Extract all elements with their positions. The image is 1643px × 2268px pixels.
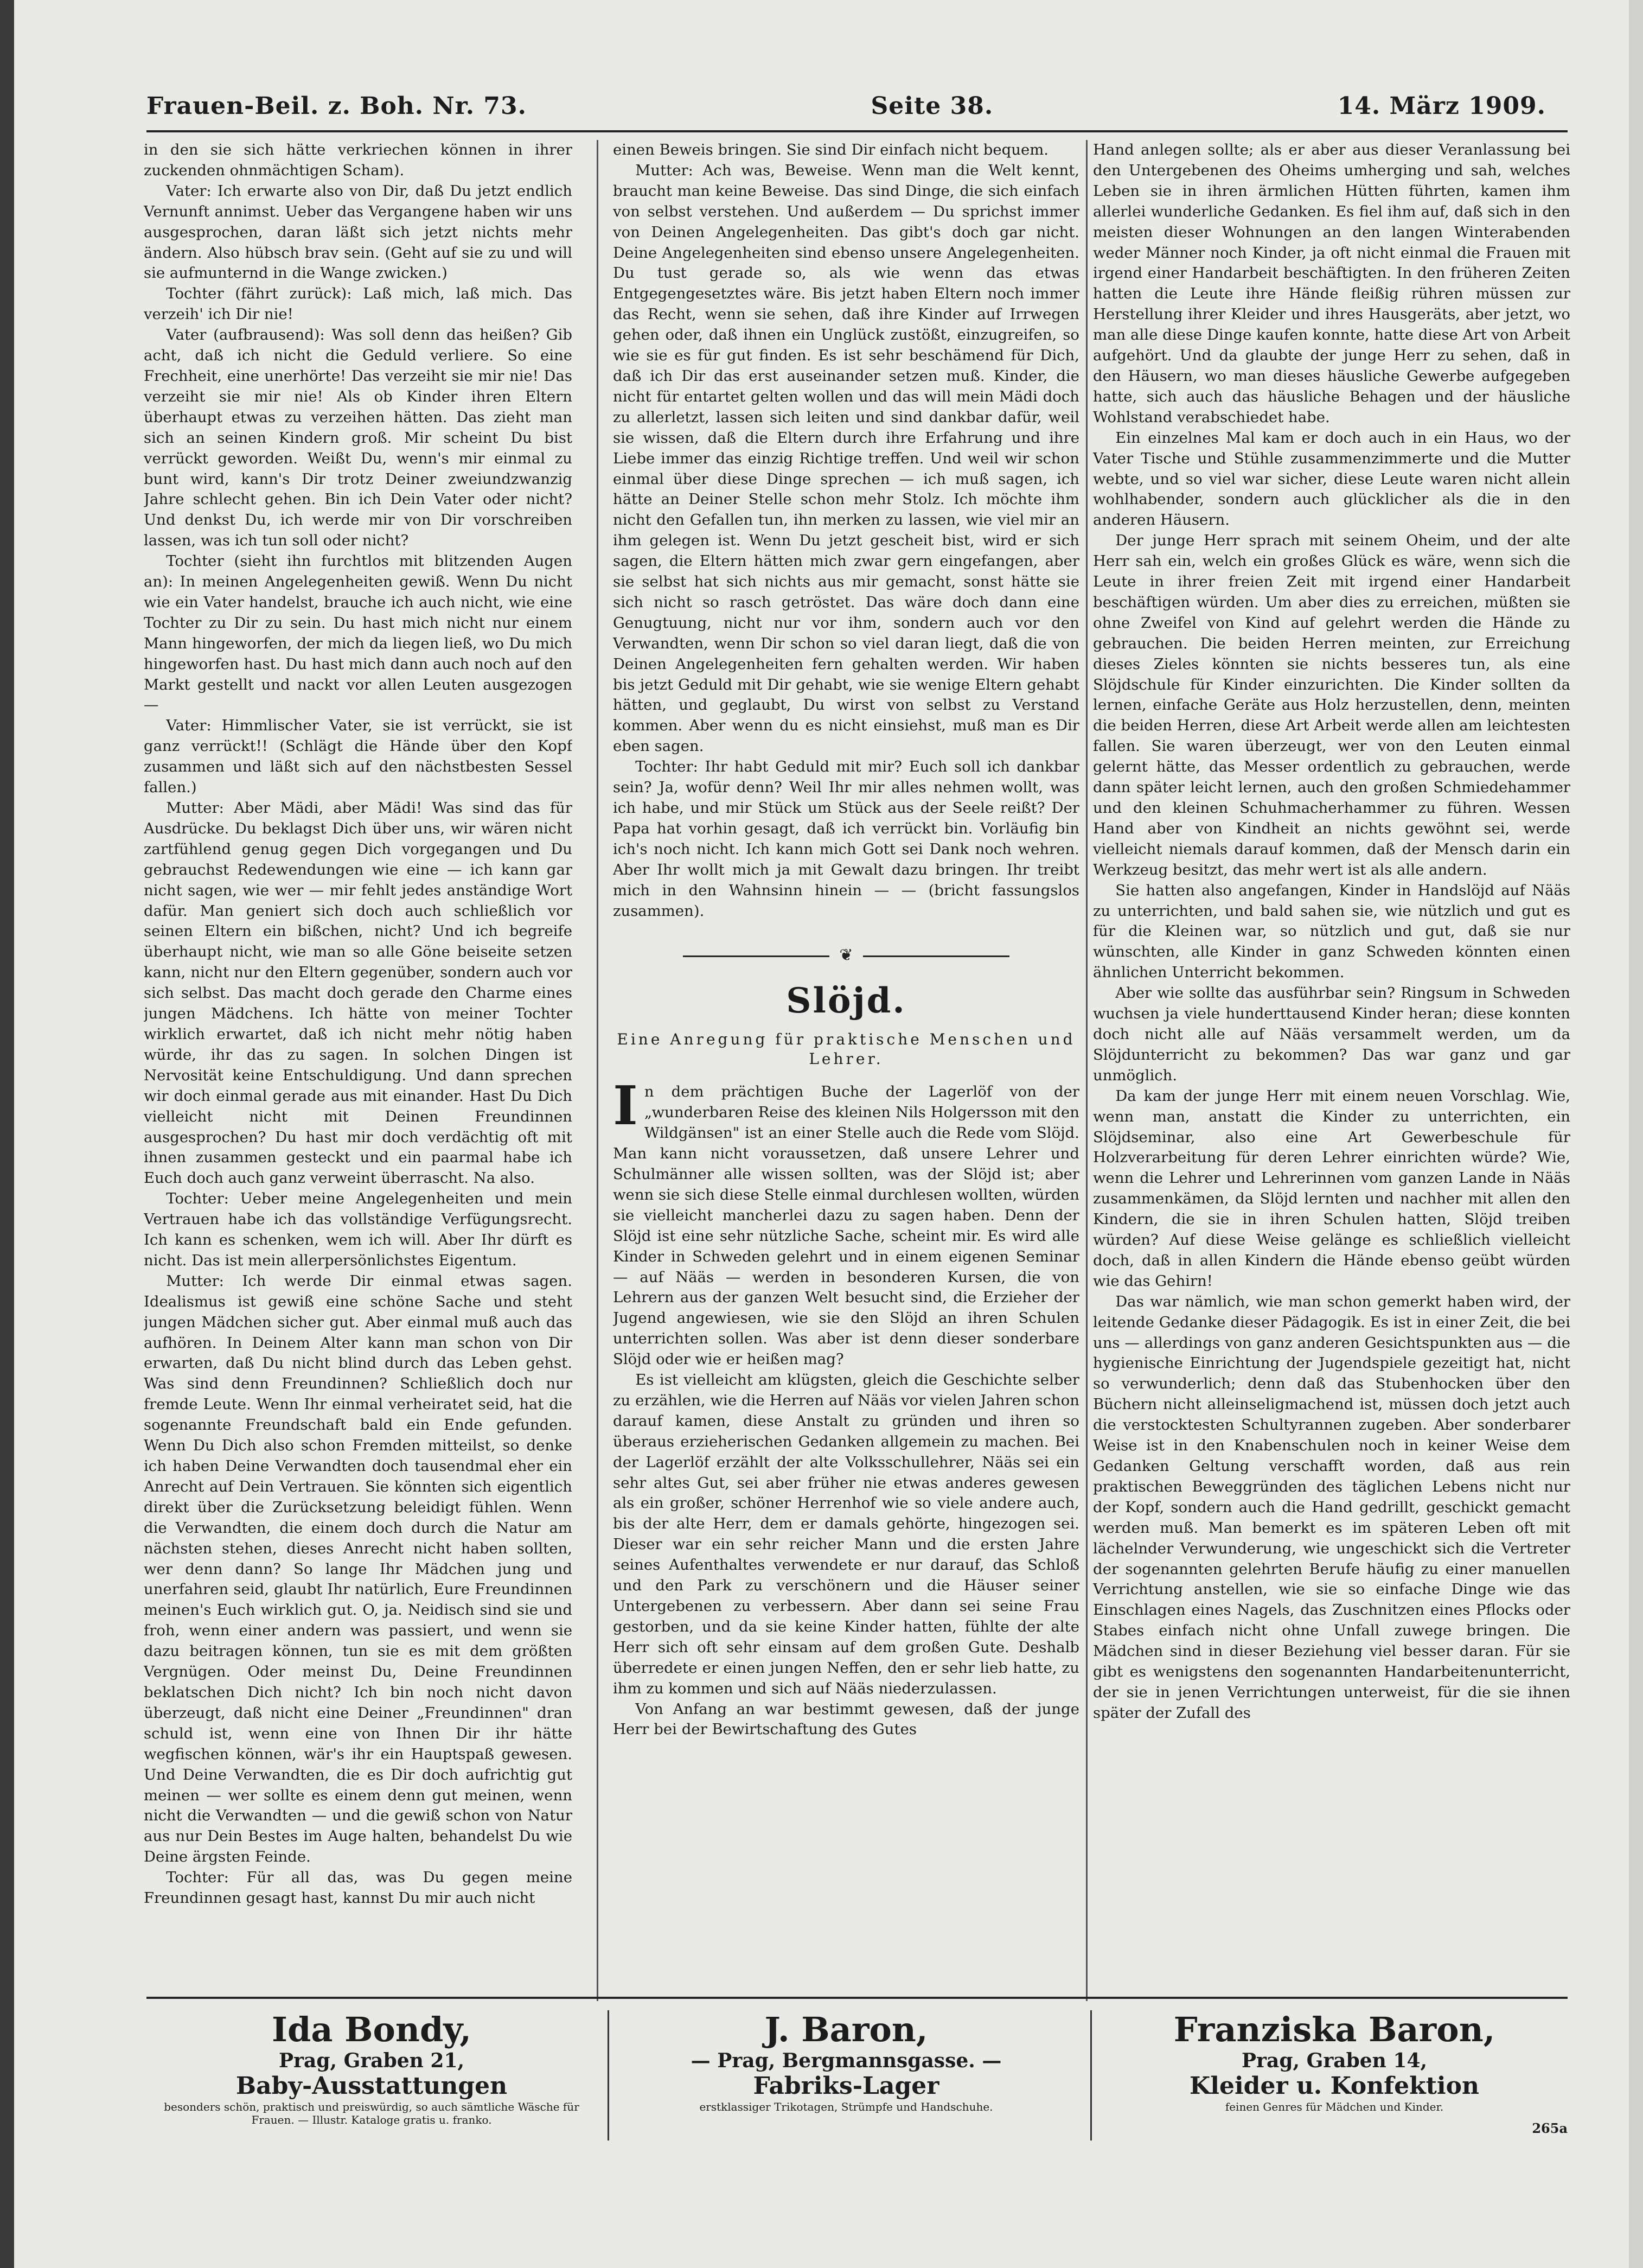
advertisement-strip bbox=[146, 2010, 1568, 2140]
paragraph: Tochter: Ueber meine Angelegenheiten und mein Vertrauen habe ich das vollständige Verfügungsrecht. Ich kann es schenken, wem ich will. Aber Ihr dürft es nicht. Das ist mein allerpersönlichstes Eigentum. bbox=[144, 1190, 572, 1269]
paragraph: Mutter: Ich werde Dir einmal etwas sagen. Idealismus ist gewiß eine schöne Sache und steht jungen Mädchen sicher gut. Aber einmal muß auch das aufhören. In Deinem Alter kann man schon von Dir erwarten, daß Du nicht blind durch das Leben gehst. Was sind denn Freundinnen? Schließlich doch nur fremde Leute. Wenn Ihr einmal verheiratet seid, hat die sogenannte Freundschaft bald ein Ende gefunden. Wenn Du Dich also schon Fremden mitteilst, so denke ich haben Deine Verwandten doch tausendmal eher ein Anrecht auf Dein Vertrauen. Sie könnten sich eigentlich direkt über die Zurücksetzung beleidigt fühlen. Wenn die Verwandten, die einem doch durch die Natur am nächsten stehen, dieses Anrecht nicht haben sollten, wer denn dann? So lange Ihr Mädchen jung und unerfahren seid, glaubt Ihr natürlich, Eure Freundinnen meinen's Euch wirklich gut. O, ja. Neidisch sind sie und froh, wenn einer andern was passiert, und wenn sie dazu beitragen können, tun sie es mit dem größten Vergnügen. Oder meinst Du, Deine Freundinnen beklatschen Dich nicht? Ich bin noch nicht davon überzeugt, daß nicht eine Deiner „Freundinnen" dran schuld ist, wenn eine von Ihnen Dir ihr hätte wegfischen können, wär's ihr ein Hauptspaß gewesen. Und Deine Verwandten, die es Dir doch aufrichtig gut meinen — wer sollte es einem denn gut meinen, wenn nicht die Verwandten — und die gewiß schon von Natur aus nur Dein Bestes im Auge halten, behandelst Du wie Deine ärgsten Feinde. bbox=[144, 1272, 572, 1866]
drop-cap: I bbox=[613, 1075, 638, 1138]
column-divider bbox=[1086, 140, 1088, 2001]
fleuron-icon: ❦ bbox=[839, 946, 853, 965]
advert-address: — Prag, Bergmannsgasse. — bbox=[691, 2049, 1002, 2072]
article-title: Slöjd. bbox=[786, 980, 906, 1022]
advert-j-baron bbox=[618, 2010, 1074, 2140]
header-rule bbox=[146, 130, 1568, 132]
paragraph: Vater: Himmlischer Vater, sie ist verrückt, sie ist ganz verrückt!! (Schlägt die Hände über den Kopf zusammen und läßt sich auf den nächstbesten Sessel fallen.) bbox=[144, 717, 572, 797]
advert-address: Prag, Graben 21, bbox=[278, 2049, 465, 2072]
paragraph: Da kam der junge Herr mit einem neuen Vorschlag. Wie, wenn man, anstatt die Kinder zu unterrichten, ein Slöjdseminar, also eine Art Gewerbeschule für Holzverarbeitung für deren Lehrer einrichten würde? Wie, wenn die Lehrer und Lehrerinnen vom ganzen Lande in Nääs zusammenkämen, da Slöjd lernten und nachher mit allen den Kindern, die sie in ihren Schulen hatten, Slöjd treiben würden? Auf diese Weise gelänge es schließlich vielleicht doch, daß in allen Kindern die Hände ebenso geübt würden wie das Gehirn! bbox=[1093, 1087, 1570, 1290]
advert-ida-bondy bbox=[146, 2010, 597, 2140]
page-header bbox=[146, 87, 1546, 125]
header-date: 14. März 1909. bbox=[1337, 92, 1546, 120]
advert-name: Franziska Baron, bbox=[1173, 2010, 1495, 2049]
paragraph: Tochter: Ihr habt Geduld mit mir? Euch soll ich dankbar sein? Ja, wofür denn? Weil Ihr mir alles nehmen wollt, was ich habe, und mir Stück um Stück aus der Seele reißt? Der Papa hat vorhin gesagt, daß ich verrückt bin. Vorläufig bin ich's noch nicht. Ich kann mich Gott sei Dank noch wehren. Aber Ihr wollt mich ja mit Gewalt dazu bringen. Ihr treibt mich in den Wahnsinn hinein — — (bricht fassungslos zusammen). bbox=[613, 758, 1079, 920]
paragraph: Hand anlegen sollte; als er aber aus dieser Veranlassung bei den Untergebenen des Oheims umherging und sah, welches Leben sie in ihren ärmlichen Hütten führten, kamen ihm allerlei wunderliche Gedanken. Es fiel ihm auf, daß sich in den meisten dieser Wohnungen an den langen Winterabenden weder Männer noch Kinder, ja oft nicht einmal die Frauen mit irgend einer Handarbeit beschäftigten. In den früheren Zeiten hatten die Leute ihre Hände fleißig rühren müssen zur Herstellung ihrer Kleider und ihres Hausgeräts, aber jetzt, wo man alle diese Dinge kaufen konnte, hatte diese Art von Arbeit aufgehört. Und da glaubte der junge Herr zu sehen, daß in den Häusern, wo man dieses häusliche Gewerbe aufgegeben hatte, sich auch das häusliche Behagen und der häusliche Wohlstand verabschiedet habe. bbox=[1093, 141, 1570, 426]
article-lead-paragraph bbox=[613, 1075, 1079, 1370]
advert-divider bbox=[1090, 2010, 1092, 2140]
ornament-line-right bbox=[863, 955, 1009, 957]
advert-code: 265a bbox=[1532, 2120, 1568, 2136]
column-1 bbox=[144, 140, 572, 1985]
paragraph: Mutter: Ach was, Beweise. Wenn man die Welt kennt, braucht man keine Beweise. Das sind Dinge, die sich einfach von selbst verstehen. Und außerdem — Du sprichst immer von Deinen Angelegenheiten. Das gibt's doch gar nicht. Deine Angelegenheiten sind ebenso unsere Angelegenheiten. Du tust gerade so, als wie wenn das etwas Entgegengesetztes wäre. Bis jetzt haben Eltern noch immer das Recht, wenn sie sehen, daß ihre Kinder auf Irrwegen gehen oder, daß ihnen ein Unglück zustößt, einzugreifen, so wie sie es für gut finden. Es ist sehr beschämend für Dich, daß ich Dir das erst auseinander setzen muß. Kinder, die nicht für entartet gelten wollen und das will mein Mädi doch zu allerletzt, lassen sich leiten und sind dankbar dafür, weil sie wissen, daß die Eltern durch ihre Erfahrung und ihre Liebe immer das einzig Richtige treffen. Und weil wir schon einmal über diese Dinge sprechen — ich muß sagen, ich hätte an Deiner Stelle schon mehr Stolz. Ich möchte ihm nicht den Gefallen tun, ihn merken zu lassen, wie viel mir an ihm gelegen ist. Wenn Du jetzt gescheit bist, wird er sich sagen, die Eltern hätten mich zwar gern eingefangen, aber sie selbst hat sich nichts aus mir gemacht, sonst hätte sie sich nicht so rasch getröstet. Das wäre doch dann eine Genugtuung, nicht nur vor ihm, sondern auch vor den Verwandten, wenn Dir schon so viel daran liegt, daß die von Deinen Angelegenheiten fern gehalten werden. Wir haben bis jetzt Geduld mit Dir gehabt, wie sie wenige Eltern gehabt hätten, und geglaubt, Du wirst von selbst zu Verstand kommen. Aber wenn du es nicht einsiehst, muß man es Dir eben sagen. bbox=[613, 161, 1079, 755]
paragraph: Sie hatten also angefangen, Kinder in Handslöjd auf Nääs zu unterrichten, und bald sahen sie, wie nützlich und gut es für die Kleinen war, so nützlich und gut, daß sie nur wünschten, alle Kinder in ganz Schweden könnten einen ähnlichen Unterricht bekommen. bbox=[1093, 881, 1570, 982]
lead-text: n dem prächtigen Buche der Lagerlöf von der „wunderbaren Reise des kleinen Nils Holgersson mit den Wildgänsen" ist an einer Stelle auch die Rede vom Slöjd. Man kann nicht voraussetzen, daß unsere Lehrer und Schulmänner alle wissen sollten, was der Slöjd ist; aber wenn sie sich diese Stelle einmal durchlesen wollten, würden sie vielleicht mancherlei dazu zu sagen haben. Denn der Slöjd ist eine sehr nützliche Sache, scheint mir. Es wird alle Kinder in Schweden gelehrt und in einem eigenen Seminar — auf Nääs — werden in besonderen Kursen, die von Lehrern aus der ganzen Welt besucht sind, die Erzieher der Jugend angewiesen, wie sie den Slöjd an ihren Schulen unterrichten sollen. Was aber ist denn dieser sonderbare Slöjd oder wie er heißen mag? bbox=[613, 1083, 1079, 1368]
header-page-number: Seite 38. bbox=[871, 92, 994, 120]
paragraph: Vater: Ich erwarte also von Dir, daß Du jetzt endlich Vernunft annimst. Ueber das Vergangene haben wir uns ausgesprochen, daran läßt sich jetzt nichts mehr ändern. Also hübsch brav sein. (Geht auf sie zu und will sie aufmunternd in die Wange zwicken.) bbox=[144, 182, 572, 282]
advert-name: Ida Bondy, bbox=[272, 2010, 471, 2049]
paragraph: Von Anfang an war bestimmt gewesen, daß der junge Herr bei der Bewirtschaftung des Gutes bbox=[613, 1700, 1079, 1738]
paragraph: in den sie sich hätte verkriechen können in ihrer zuckenden ohnmächtigen Scham). bbox=[144, 141, 572, 179]
advert-divider bbox=[608, 2010, 609, 2140]
advert-franziska-baron bbox=[1101, 2010, 1568, 2140]
paragraph: Tochter: Für all das, was Du gegen meine Freundinnen gesagt hast, kannst Du mir auch nicht bbox=[144, 1869, 572, 1907]
column-3 bbox=[1093, 140, 1570, 1985]
advert-address: Prag, Graben 14, bbox=[1241, 2049, 1428, 2072]
section-ornament bbox=[613, 945, 1079, 966]
advert-product: Kleider u. Konfektion bbox=[1190, 2072, 1479, 2100]
article-subtitle: Eine Anregung für praktische Menschen und Lehrer. bbox=[617, 1030, 1076, 1068]
paragraph: Tochter (fährt zurück): Laß mich, laß mich. Das verzeih' ich Dir nie! bbox=[144, 285, 572, 323]
advert-details: feinen Genres für Mädchen und Kinder. bbox=[1225, 2100, 1444, 2113]
paragraph: Ein einzelnes Mal kam er doch auch in ein Haus, wo der Vater Tische und Stühle zusammenzimmerte und die Mutter webte, und so viel war sicher, diese Leute waren nicht allein wohlhabender, sondern auch glücklicher als die in den anderen Häusern. bbox=[1093, 429, 1570, 529]
ornament-line-left bbox=[683, 955, 829, 957]
scan-border-left bbox=[0, 0, 14, 2268]
paragraph: Tochter (sieht ihn furchtlos mit blitzenden Augen an): In meinen Angelegenheiten gewiß. Wenn Du nicht wie ein Vater handelst, brauche ich auch nicht, wie eine Tochter zu Dir zu sein. Du hast mich nicht nur einem Mann hingeworfen, der mich da liegen ließ, wo Du mich hingeworfen hast. Du hast mich dann auch noch auf den Markt gestellt und nackt vor allen Leuten ausgezogen — bbox=[144, 552, 572, 714]
paragraph: Es ist vielleicht am klügsten, gleich die Geschichte selber zu erzählen, wie die Herren auf Nääs vor vielen Jahren schon darauf kamen, diese Anstalt zu gründen und ihren so überaus erzieherischen Gedanken allgemein zu machen. Bei der Lagerlöf erzählt der alte Volksschullehrer, Nääs sei ein sehr altes Gut, sei aber früher nie etwas anderes gewesen als ein großer, schöner Herrenhof wie so viele andere auch, bis der alte Herr, dem er damals gehörte, hingezogen sei. Dieser war ein sehr reicher Mann und die ersten Jahre seines Aufenthaltes verwendete er nur darauf, das Schloß und den Park zu verschönern und die Häuser seiner Untergebenen zu verbessern. Aber dann sei seine Frau gestorben, und da sie keine Kinder hatten, fühlte der alte Herr sich oft sehr einsam auf dem großen Gute. Deshalb überredete er einen jungen Neffen, den er sehr lieb hatte, zu ihm zu kommen und sich auf Nääs niederzulassen. bbox=[613, 1371, 1079, 1697]
scan-border-right bbox=[1629, 0, 1643, 2268]
paragraph: Das war nämlich, wie man schon gemerkt haben wird, der leitende Gedanke dieser Pädagogik. Es ist in einer Zeit, die bei uns — allerdings von ganz anderen Gesichtspunkten aus — die hygienische Einrichtung der Jugendspiele gezeitigt hat, nicht so verwunderlich; denn daß das Stubenhocken über den Büchern nicht alleinseligmachend ist, müssen doch jetzt auch die verstocktesten Schultyrannen zugeben. Aber sonderbarer Weise ist in den Knabenschulen noch in keiner Weise dem Gedanken Geltung verschafft worden, daß aus rein praktischen Beweggründen des täglichen Lebens nicht nur der Kopf, sondern auch die Hand gedrillt, geschickt gemacht werden muß. Man bemerkt es im späteren Leben oft mit lächelnder Verwunderung, wie ungeschickt sich die Vertreter der sogenannten gelehrten Berufe häufig zu einer manuellen Verrichtung anstellen, wie sie so einfache Dinge wie das Einschlagen eines Nagels, das Zuschnitzen eines Pflocks oder Stabes einfach nicht ohne Unfall zuwege bringen. Die Mädchen sind in dieser Beziehung viel besser daran. Für sie gibt es wenigstens den sogenannten Handarbeitenunterricht, der sie in jenen Verrichtungen unterweist, für die sie ihnen später der Zufall des bbox=[1093, 1292, 1570, 1722]
advert-product: Baby-Ausstattungen bbox=[235, 2072, 508, 2100]
paragraph: Vater (aufbrausend): Was soll denn das heißen? Gib acht, daß ich nicht die Geduld verliere. So eine Frechheit, eine unerhörte! Das verzeiht sie mir nie! Das verzeiht sie mir nie! Als ob Kinder ihren Eltern überhaupt etwas zu verzeihen hätten. Das zieht man sich an seinen Kindern groß. Mir scheint Du bist verrückt geworden. Weißt Du, wenn's mir einmal zu bunt wird, kann's Dir trotz Deiner zweiundzwanzig Jahre schlecht gehen. Bin ich Dein Vater oder nicht? Und denkst Du, ich werde mir von Dir vorschreiben lassen, was ich tun soll oder nicht? bbox=[144, 326, 572, 550]
paragraph: Mutter: Aber Mädi, aber Mädi! Was sind das für Ausdrücke. Du beklagst Dich über uns, wir wären nicht zartfühlend genug gegen Dich vorgegangen und Du gebrauchst Redewendungen wie eine — ich kann gar nicht sagen, wie wer — mir fehlt jedes anständige Wort dafür. Man geniert sich doch auch schließlich vor seinen Eltern ein bißchen, nicht? Und ich begreife überhaupt nicht, wie man so alle Göne beiseite setzen kann, nicht nur den Eltern gegenüber, sondern auch vor sich selbst. Das macht doch gerade den Charme eines jungen Mädchens. Ich hätte von meiner Tochter wirklich erwartet, daß ich nicht mehr nötig haben würde, ihr das zu sagen. In solchen Dingen ist Nervosität keine Entschuldigung. Und dann sprechen wir doch einmal gerade aus mit einander. Hast Du Dich vielleicht nicht mit Deinen Freundinnen ausgesprochen? Du hast mir doch verdächtig oft mit ihnen zusammen gesteckt und ein paarmal habe ich Euch doch auch ganz verweint überrascht. Na also. bbox=[144, 799, 572, 1187]
advert-rule bbox=[146, 1997, 1568, 1999]
advert-details: besonders schön, praktisch und preiswürdig, so auch sämtliche Wäsche für Frauen. — Illustr. Kataloge gratis u. franko. bbox=[164, 2100, 579, 2126]
header-publication: Frauen-Beil. z. Boh. Nr. 73. bbox=[146, 92, 527, 120]
advert-product: Fabriks-Lager bbox=[753, 2072, 939, 2100]
advert-name: J. Baron, bbox=[764, 2010, 928, 2049]
paragraph: einen Beweis bringen. Sie sind Dir einfach nicht bequem. bbox=[613, 141, 1049, 158]
paragraph: Der junge Herr sprach mit seinem Oheim, und der alte Herr sah ein, welch ein großes Glück es wäre, wenn sich die Leute in ihrer freien Zeit mit irgend einer Handarbeit beschäftigen würden. Um aber dies zu erreichen, müßten sie ohne Zweifel von Kind auf gelehrt werden die Hände zu gebrauchen. Die beiden Herren meinten, zur Erreichung dieses Zieles könnten sie nichts besseres tun, als eine Slöjdschule für Kinder einzurichten. Die Kinder sollten da lernen, einfache Geräte aus Holz herzustellen, denn, meinten die beiden Herren, diese Art Arbeit werde allen am leichtesten fallen. Sie waren überzeugt, wer von den Leuten einmal gelernt hätte, das Messer ordentlich zu gebrauchen, werde dann später leicht lernen, auch den großen Schmiedehammer und den kleinen Schuhmacherhammer zu führen. Wessen Hand aber von Kindheit an nichts gewöhnt sei, werde vielleicht niemals darauf kommen, daß der Mensch darin ein Werkzeug besitzt, das mehr wert ist als alle andern. bbox=[1093, 532, 1570, 878]
column-2 bbox=[613, 140, 1079, 1985]
paragraph: Aber wie sollte das ausführbar sein? Ringsum in Schweden wuchsen ja viele hunderttausend Kinder heran; diese konnten doch nicht alle auf Nääs versammelt werden, um da Slöjdunterricht zu bekommen? Das war ganz und gar unmöglich. bbox=[1093, 984, 1570, 1084]
column-divider bbox=[597, 140, 598, 2001]
advert-details: erstklassiger Trikotagen, Strümpfe und Handschuhe. bbox=[699, 2100, 993, 2113]
